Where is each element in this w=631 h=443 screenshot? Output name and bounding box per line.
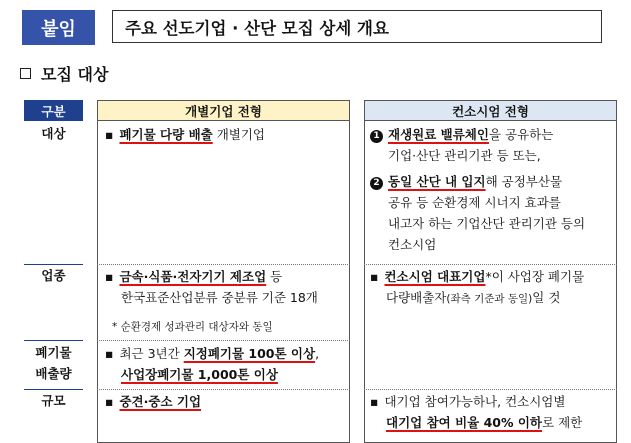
individual-industry-text: ▪ 금속·식품·전자기기 제조업 등 한국표준산업분류 중분류 기준 18개 (105, 269, 318, 305)
dotted-divider (364, 264, 617, 265)
row-label-scale: 규모 (41, 393, 66, 408)
consortium-industry-text: ▪ 컨소시엄 대표기업*이 사업장 폐기물 다량배출자(좌측 기준과 동일)일 것 (370, 269, 585, 305)
checkbox-square-icon (20, 68, 31, 79)
row-divider (24, 340, 83, 341)
row-divider (24, 389, 83, 390)
dotted-divider (364, 389, 617, 390)
individual-industry-note: * 순환경제 성과관리 대상자와 동일 (112, 321, 273, 333)
row-label-waste-line1: 폐기물 (35, 345, 72, 360)
individual-target-text: ▪ 폐기물 다량 배출 개별기업 (105, 127, 265, 142)
individual-scale-text: ▪ 중견·중소 기업 (105, 394, 202, 409)
row-divider (24, 264, 83, 265)
section-title: 모집 대상 (41, 65, 109, 84)
number-2-icon: 2 (370, 177, 383, 190)
column-header-consortium: 컨소시엄 전형 (364, 100, 617, 121)
row-label-target: 대상 (41, 126, 66, 141)
dotted-divider (97, 340, 350, 341)
individual-waste-text: ▪ 최근 3년간 지정폐기물 100톤 이상, 사업장폐기물 1,000톤 이상 (105, 346, 320, 382)
consortium-scale-text: ▪ 대기업 참여가능하나, 컨소시엄별 대기업 참여 비율 40% 이하로 제한 (370, 394, 583, 430)
column-header-category: 구분 (24, 100, 83, 121)
number-1-icon: 1 (370, 130, 383, 143)
consortium-target-text: 1 재생원료 밸류체인을 공유하는 기업·산단 관리기관 등 또는, 2 동일 산단 내 입지해 공정부산물 공유 등 순환경제 시너지 효과를 내고자 하는 기업산단 관리기관 등의 컨소시엄 (370, 124, 616, 255)
section-heading (20, 62, 108, 85)
column-header-individual: 개별기업 전형 (97, 100, 350, 121)
appendix-tag: 붙임 (22, 10, 95, 45)
page-title: 주요 선도기업 · 산단 모집 상세 개요 (112, 10, 602, 43)
dotted-divider (97, 264, 350, 265)
row-label-industry: 업종 (41, 268, 66, 283)
dotted-divider (97, 389, 350, 390)
row-label-waste-line2: 배출량 (35, 366, 72, 381)
